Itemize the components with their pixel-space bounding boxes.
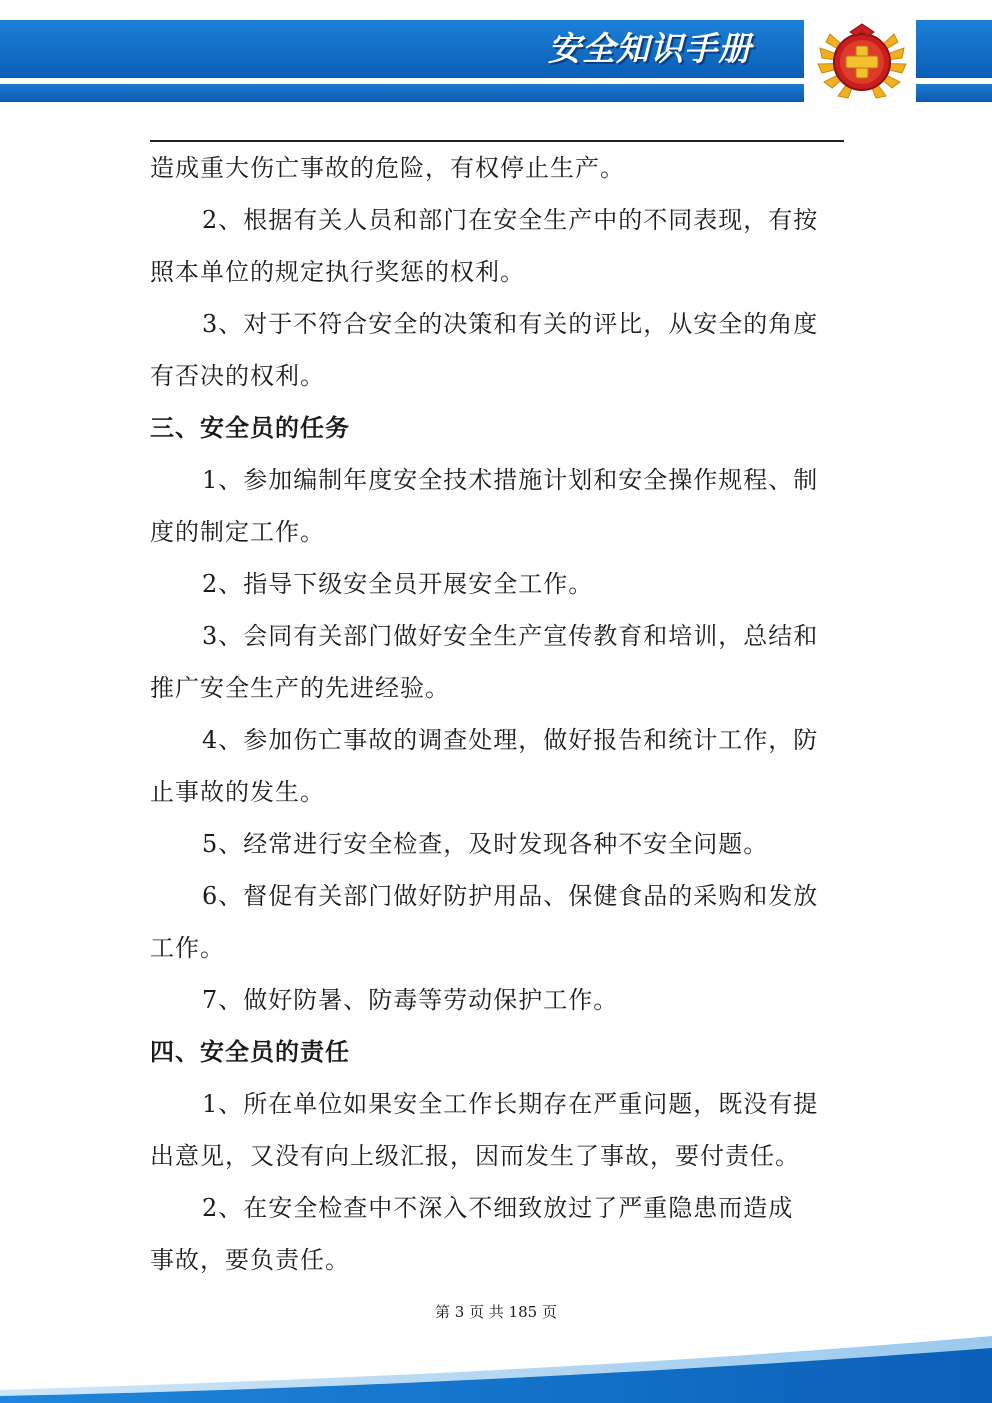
paragraph-line: 出意见，又没有向上级汇报，因而发生了事故，要付责任。 (150, 1142, 800, 1170)
page-number: 第 3 页 共 185 页 (434, 1303, 557, 1321)
paragraph-line: 6、督促有关部门做好防护用品、保健食品的采购和发放 (202, 882, 819, 910)
footer-wave-decoration (0, 1330, 992, 1403)
paragraph-line: 事故，要负责任。 (150, 1246, 350, 1274)
header-band-bottom (0, 84, 804, 102)
document-body (150, 142, 844, 1286)
header-banner (0, 0, 992, 115)
paragraph-line: 工作。 (150, 934, 225, 962)
paragraph-line: 2、根据有关人员和部门在安全生产中的不同表现，有按 (202, 206, 819, 234)
paragraph-line: 3、对于不符合安全的决策和有关的评比，从安全的角度 (202, 310, 819, 338)
paragraph-line: 有否决的权利。 (150, 362, 325, 390)
paragraph-line: 止事故的发生。 (150, 778, 325, 806)
paragraph-line: 1、参加编制年度安全技术措施计划和安全操作规程、制 (202, 466, 819, 494)
safety-cross-emblem-icon (812, 18, 912, 108)
paragraph-line: 3、会同有关部门做好安全生产宣传教育和培训，总结和 (202, 622, 819, 650)
section-heading: 三、安全员的任务 (150, 413, 350, 442)
header-band-right-bottom (916, 84, 992, 102)
paragraph-line: 推广安全生产的先进经验。 (150, 674, 450, 702)
manual-title: 安全知识手册 (548, 29, 752, 68)
paragraph-line: 1、所在单位如果安全工作长期存在严重问题，既没有提 (202, 1090, 819, 1118)
paragraph-line: 度的制定工作。 (150, 518, 325, 546)
paragraph-line: 4、参加伤亡事故的调查处理，做好报告和统计工作，防 (202, 726, 819, 754)
header-band-right-top (916, 20, 992, 78)
paragraph-line: 5、经常进行安全检查，及时发现各种不安全问题。 (202, 830, 769, 858)
section-heading: 四、安全员的责任 (150, 1037, 350, 1066)
paragraph-line: 造成重大伤亡事故的危险，有权停止生产。 (150, 154, 625, 182)
paragraph-line: 7、做好防暑、防毒等劳动保护工作。 (202, 986, 619, 1014)
paragraph-line: 2、在安全检查中不深入不细致放过了严重隐患而造成 (202, 1194, 794, 1222)
paragraph-line: 照本单位的规定执行奖惩的权利。 (150, 258, 525, 286)
paragraph-line: 2、指导下级安全员开展安全工作。 (202, 570, 594, 598)
